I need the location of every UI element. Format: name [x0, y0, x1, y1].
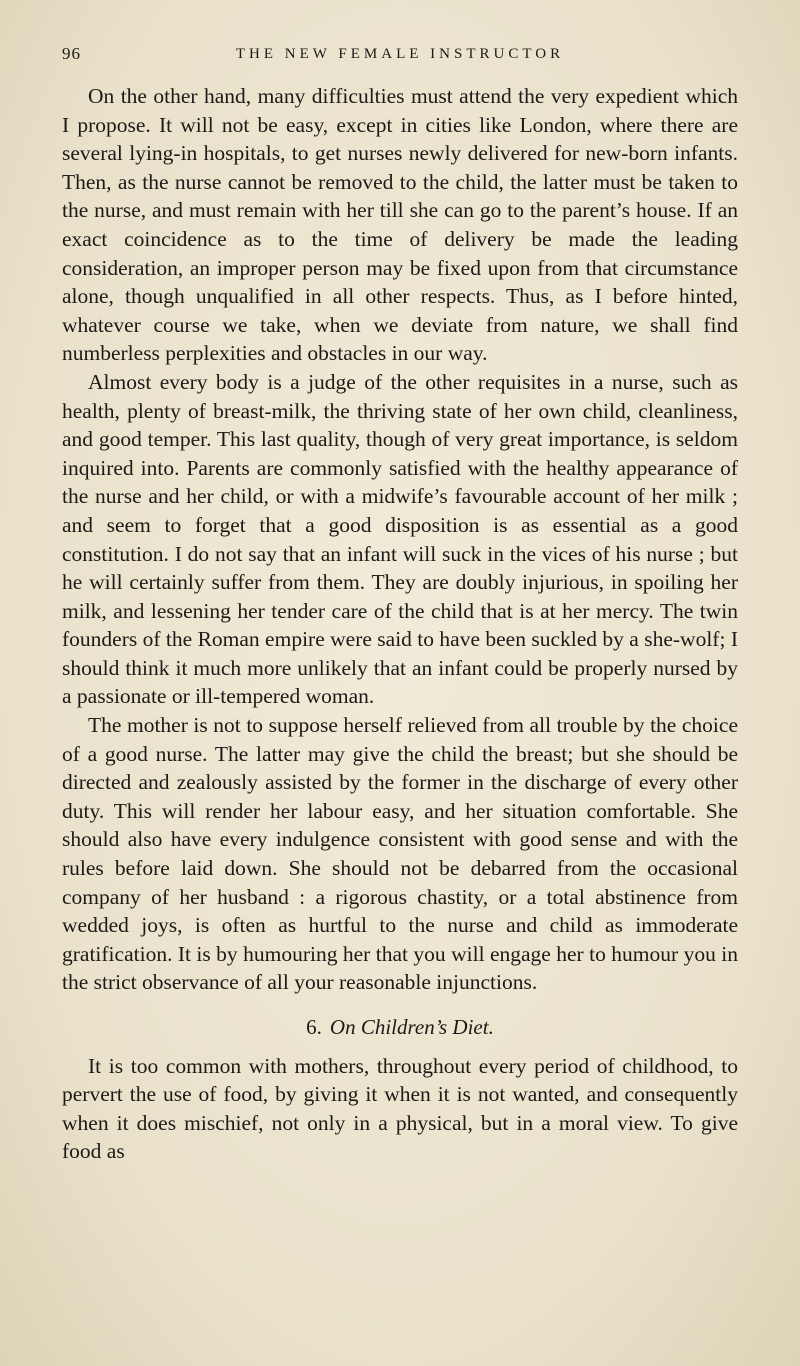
running-title: THE NEW FEMALE INSTRUCTOR [235, 46, 565, 62]
section-title: On Children’s Diet. [329, 1015, 494, 1039]
paragraph: It is too common with mothers, throughout every period of childhood, to pervert the use of food, by giving it when it is not wanted, and consequently when it does mischief, not only in a physical, but in a moral view. To give food as [62, 1053, 738, 1164]
paragraph: On the other hand, many difficulties must attend the very expedient which I propose. It will not be easy, except in cities like London, where there are several lying-in hospitals, to get nurses newly delivered for new-born infants. Then, as the nurse cannot be removed to the child, the latter must be taken to the nurse, and must remain with her till she can go to the parent’s house. If an exact coincidence as to the time of delivery be made the leading consideration, an improper person may be fixed upon from that circumstance alone, though unqualified in all other respects. Thus, as I before hinted, whatever course we take, when we deviate from nature, we shall find numberless perplexities and obstacles in our way. [62, 84, 738, 366]
running-head [62, 44, 738, 68]
body-text [62, 82, 738, 1166]
paragraph: The mother is not to suppose herself relieved from all trouble by the choice of a good nurse. The latter may give the child the breast; but she should be directed and zealously assisted by the former in the discharge of every other duty. This will render her labour easy, and her situation comfortable. She should also have every indulgence consistent with good sense and with the rules before laid down. She should not be debarred from the occasional company of her husband : a rigorous chastity, or a total abstinence from wedded joys, is often as hurtful to the nurse and child as immoderate gratification. It is by humouring her that you will engage her to humour you in the strict observance of all your reasonable injunctions. [62, 713, 738, 995]
section-number: 6. [306, 1015, 322, 1039]
section-heading [62, 1013, 738, 1042]
page-number: 96 [62, 44, 81, 63]
paragraph: Almost every body is a judge of the other requisites in a nurse, such as health, plenty of breast-milk, the thriving state of her own child, cleanliness, and good temper. This last quality, though of very great importance, is seldom inquired into. Parents are commonly satisfied with the healthy appearance of the nurse and her child, or with a midwife’s favourable account of her milk ; and seem to forget that a good disposition is as essential as a good constitution. I do not say that an infant will suck in the vices of his nurse ; but he will certainly suffer from them. They are doubly injurious, in spoiling her milk, and lessening her tender care of the child that is at her mercy. The twin founders of the Roman empire were said to have been suckled by a she-wolf; I should think it much more unlikely that an infant could be properly nursed by a passionate or ill-tempered woman. [62, 369, 738, 709]
